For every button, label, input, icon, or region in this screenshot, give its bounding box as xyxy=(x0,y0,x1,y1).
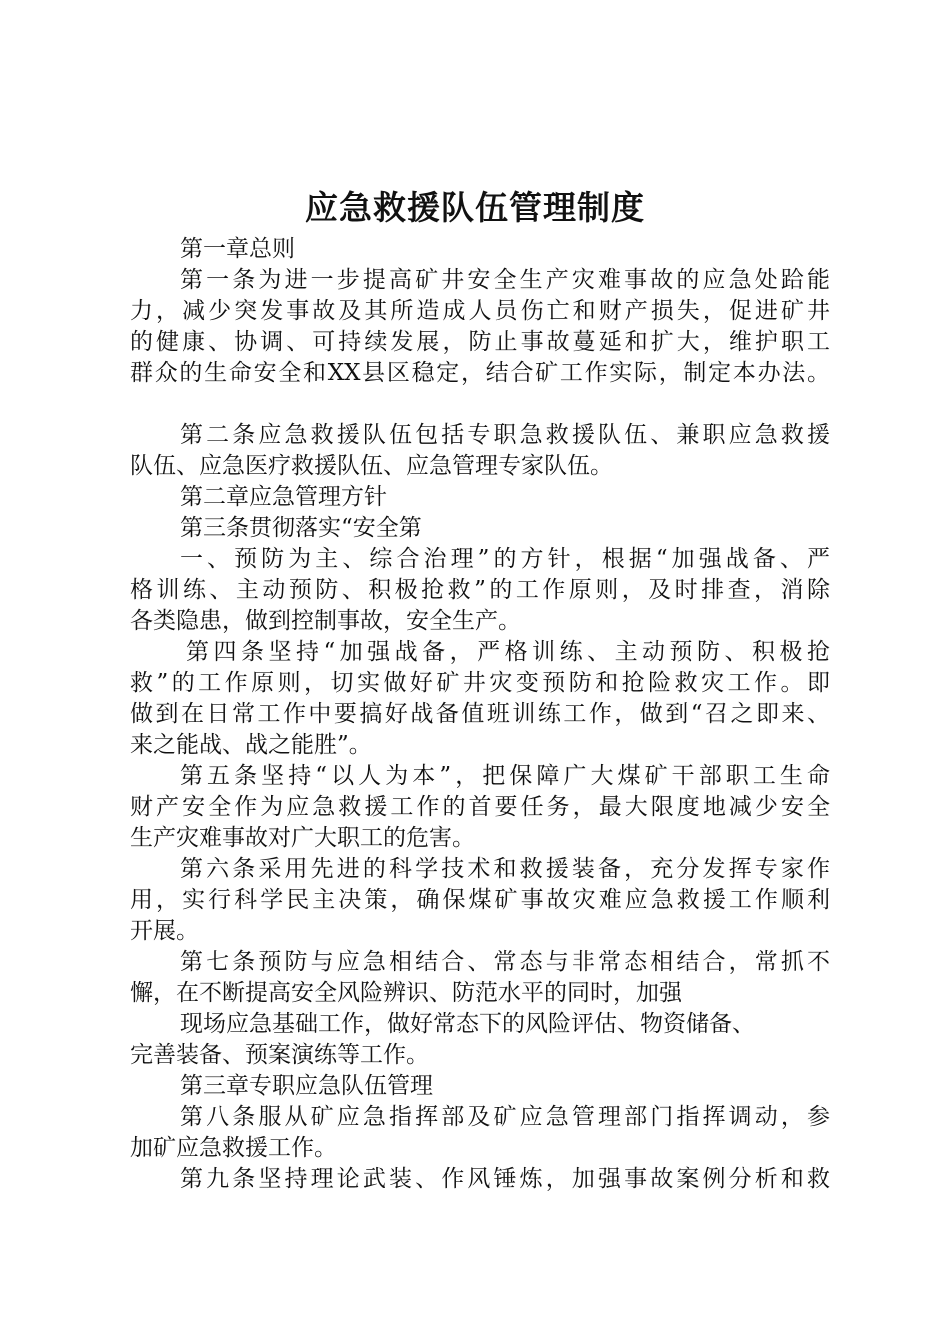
paragraph-line: 完善装备、预案演练等工作。 xyxy=(130,1042,429,1068)
chapter-heading: 第三章专职应急队伍管理 xyxy=(180,1073,433,1099)
paragraph-line: 第五条坚持“以人为本”，把保障广大煤矿干部职工生命 xyxy=(180,763,830,789)
paragraph-line: 第四条坚持“加强战备，严格训练、主动预防、积极抢 xyxy=(186,639,830,665)
paragraph-line: 来之能战、战之能胜”。 xyxy=(130,732,372,758)
paragraph-line: 第七条预防与应急相结合、常态与非常态相结合，常抓不 xyxy=(180,949,830,975)
paragraph-line: 力，减少突发事故及其所造成人员伤亡和财产损失，促进矿井 xyxy=(130,298,830,324)
chapter-heading: 第二章应急管理方针 xyxy=(180,484,387,510)
paragraph-line: 第六条采用先进的科学技术和救援装备，充分发挥专家作 xyxy=(180,856,830,882)
paragraph-line: 的健康、协调、可持续发展，防止事故蔓延和扩大，维护职工 xyxy=(130,329,830,355)
paragraph-line: 第一条为进一步提高矿井安全生产灾难事故的应急处跲能 xyxy=(180,267,830,293)
paragraph-line: 格训练、主动预防、积极抢救”的工作原则，及时排查，消除 xyxy=(130,577,830,603)
paragraph-line: 做到在日常工作中要搞好战备值班训练工作，做到“召之即来、 xyxy=(130,701,830,727)
paragraph-line: 第八条服从矿应急指挥部及矿应急管理部门指挥调动，参 xyxy=(180,1104,830,1130)
paragraph-line: 生产灾难事故对广大职工的危害。 xyxy=(130,825,475,851)
paragraph-line: 加矿应急救援工作。 xyxy=(130,1135,337,1161)
paragraph-line: 一、预防为主、综合治理”的方针，根据“加强战备、严 xyxy=(180,546,830,572)
paragraph-line: 用，实行科学民主决策，确保煤矿事故灾难应急救援工作顺利 xyxy=(130,887,830,913)
paragraph-line: 第二条应急救援队伍包括专职急救援队伍、兼职应急救援 xyxy=(180,422,830,448)
paragraph-line: 群众的生命安全和XX县区稳定，结合矿工作实际，制定本办法。 xyxy=(130,360,830,386)
paragraph-line: 第九条坚持理论武装、作风锤炼，加强事故案例分析和救 xyxy=(180,1166,830,1192)
paragraph-line: 懈，在不断提高安全风险辨识、防范水平的同时，加强 xyxy=(130,980,682,1006)
paragraph-line: 财产安全作为应急救援工作的首要任务，最大限度地减少安全 xyxy=(130,794,830,820)
paragraph-line: 现场应急基础工作，做好常态下的风险评估、物资储备、 xyxy=(180,1011,755,1037)
document-title: 应急救援队伍管理制度 xyxy=(305,188,645,227)
paragraph-line: 第三条贯彻落实“安全第 xyxy=(180,515,422,541)
chapter-heading: 第一章总则 xyxy=(180,236,295,262)
paragraph-line: 各类隐患，做到控制事故，安全生产。 xyxy=(130,608,521,634)
paragraph-line: 队伍、应急医疗救援队伍、应急管理专家队伍。 xyxy=(130,453,613,479)
paragraph-line: 开展。 xyxy=(130,918,199,944)
paragraph-line: 救”的工作原则，切实做好矿井灾变预防和抢险救灾工作。即 xyxy=(130,670,830,696)
